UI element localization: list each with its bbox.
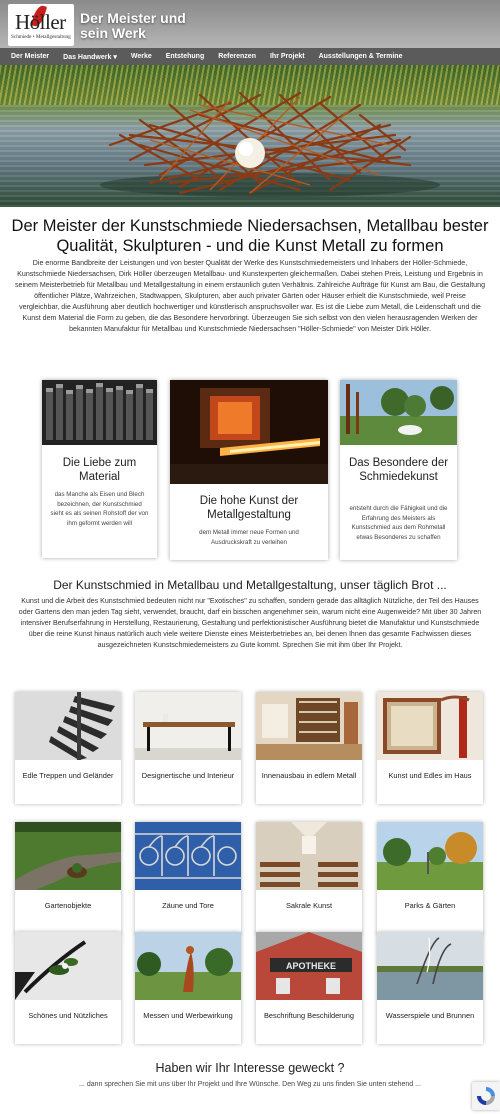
feature-title: Das Besondere der Schmiedekunst [348, 457, 449, 483]
card-innenausbau[interactable] [256, 692, 362, 804]
fence-gate-image [135, 822, 241, 890]
card-label: Kunst und Edles im Haus [388, 771, 472, 780]
card-label: Sakrale Kunst [285, 901, 332, 910]
card-label: Designertische und Interieur [141, 771, 235, 780]
section-heading: Der Kunstschmied in Metallbau und Metallgestaltung, unser täglich Brot ... [53, 578, 447, 592]
main-nav [0, 48, 500, 65]
nest-sculpture-image [0, 65, 500, 207]
card-label: Zäune und Tore [162, 901, 214, 910]
site-header [0, 0, 500, 48]
fountain-image [377, 932, 483, 1000]
card-label: Parks & Gärten [404, 901, 456, 910]
nav-item-der-meister[interactable]: Der Meister [11, 53, 50, 60]
stairs-image [15, 692, 121, 760]
card-schoenes-nuetzliches[interactable] [15, 932, 121, 1044]
card-zaeune-tore[interactable] [135, 822, 241, 934]
feature-card-schmiedekunst[interactable] [340, 380, 457, 560]
interior-image [256, 692, 362, 760]
card-designertische[interactable] [135, 692, 241, 804]
page-title: Der Meister der Kunstschmiede Niedersachsen, Metallbau bester Qualität, Skulpturen - und die Kunst Metall zu formen [11, 217, 489, 255]
card-parks-gaerten[interactable] [377, 822, 483, 934]
pharmacy-sign-image [256, 932, 362, 1000]
metal-bars-image [42, 380, 157, 445]
sign-text: APOTHEKE [285, 961, 337, 971]
nav-item-referenzen[interactable]: Referenzen [218, 53, 256, 60]
card-sakrale-kunst[interactable] [256, 822, 362, 934]
feature-card-metallgestaltung[interactable] [170, 380, 328, 560]
decorative-object-image [15, 932, 121, 1000]
card-label: Schönes und Nützliches [28, 1011, 108, 1020]
garden-sculpture-image [340, 380, 457, 445]
intro-text: Die enorme Bandbreite der Leistungen und von bester Qualität der Werke des Kunstschmiedemeisters und Inhabers der Höller-Schmiede, Kunstschmiede Niedersachsen, Dirk Höller überzeugen Metallbau- und Kunstexperten gleichermaßen. Dabei stehen Preis, Leistung und Ergebnis in seinem Meisterbetrieb für Metallbau und Metallgestaltung in einem erstaunlich guten Verhältnis. Zahlreiche Aufträge für Kunst am Bau, die Gestaltung öffentlicher Plätze, Wahrzeichen, Stadtwappen, Skulpturen, aber auch privater Gärten oder Häuser erhielt die Kunstschmiede, weil Preise vergleichbar, die Ausführung aber deutlich hochwertiger und künstlerisch anspruchsvoller war. Es ist die Liebe zum Metall, die Leidenschaft und die Kunst dem Material die Form zu geben, die das Besondere hervorbringt. Überzeugen Sie sich selbst von den vielen herausragenden Werken der bekannten Manufaktur für Metallbau und Kunstschmiede Niedersachsen "Höller-Schmiede" von Meister Dirk Höller. [14, 259, 486, 333]
nav-item-werke[interactable]: Werke [130, 53, 152, 60]
feature-text: entsteht durch die Fähigkeit und die Erfahrung des Meisters als Kunstschmied aus dem Rohmetall etwas Besonderes zu schaffen [349, 505, 448, 541]
nav-item-das-handwerk[interactable]: Das Handwerk ▾ [63, 53, 117, 61]
cta-text: ... dann sprechen Sie mit uns über Ihr Projekt und Ihre Wünsche. Den Weg zu uns finden Sie unten stehend ... [79, 1081, 421, 1088]
site-title: Der Meister und sein Werk [80, 10, 186, 41]
designer-table-image [135, 692, 241, 760]
nav-item-ihr-projekt[interactable]: Ihr Projekt [269, 53, 305, 60]
card-label: Messen und Werbewirkung [143, 1011, 233, 1020]
card-label: Gartenobjekte [44, 901, 92, 910]
card-label: Innenausbau in edlem Metall [261, 771, 357, 780]
card-label: Beschriftung Beschilderung [264, 1011, 354, 1020]
recaptcha-badge[interactable] [472, 1082, 500, 1110]
card-treppen[interactable] [15, 692, 121, 804]
hero-image [0, 65, 500, 207]
cta-heading: Haben wir Ihr Interesse geweckt ? [155, 1061, 345, 1075]
card-wasserspiele[interactable] [377, 932, 483, 1044]
nav-item-entstehung[interactable]: Entstehung [165, 53, 205, 60]
card-messen-werbewirkung[interactable] [135, 932, 241, 1044]
park-image [377, 822, 483, 890]
art-in-house-image [377, 692, 483, 760]
logo[interactable] [8, 4, 74, 46]
logo-text: Höller [15, 10, 66, 34]
feature-text: das Manche als Eisen und Blech bezeichnen, der Kunstschmied sieht es als seinen Rohstoff der von ihm geformt werden will [50, 491, 149, 527]
feature-card-material[interactable] [42, 380, 157, 558]
card-label: Wasserspiele und Brunnen [385, 1011, 475, 1020]
recaptcha-icon [472, 1082, 500, 1110]
feature-title: Die Liebe zum Material [62, 457, 137, 483]
logo-subtitle: Schmiede • Metallgestaltung [11, 34, 71, 40]
card-kunst-haus[interactable] [377, 692, 483, 804]
glowing-iron-image [170, 380, 328, 484]
feature-text: dem Metall immer neue Formen und Ausdruckskraft zu verleihen [199, 529, 299, 546]
nav-item-ausstellungen[interactable]: Ausstellungen & Termine [318, 53, 403, 60]
garden-object-image [15, 822, 121, 890]
card-label: Edle Treppen und Geländer [22, 771, 114, 780]
card-beschriftung[interactable] [256, 932, 362, 1044]
trade-fair-sculpture-image [135, 932, 241, 1000]
card-gartenobjekte[interactable] [15, 822, 121, 934]
feature-title: Die hohe Kunst der Metallgestaltung [199, 495, 299, 521]
church-interior-image [256, 822, 362, 890]
section-text: Kunst und die Arbeit des Kunstschmied bedeuten nicht nur "Exotisches" zu schaffen, sondern gerade das alltäglich Nützliche, der Teil des Hauses oder Gartens den man jeden Tag sieht, verwendet, braucht, darf ein bisschen angenehmer sein, warum nicht eine Augenweide? Mit über 30 Jahren intensiver Berufserfahrung in Herstellung, Restaurierung, Gestaltung und perfektionistischer Ausführung bietet die Manufaktur und Kunstschmiede über die reine Kunst hinaus natürlich auch viele weitere Dienste eines Meisterbetriebes an, bei denen Ihnen das gesamte Fachwissen dieses ausgezeichneten Kunstschmiedemeisters zu Gute kommt. Sprechen Sie mit ihm über Ihr Projekt. [18, 597, 482, 649]
